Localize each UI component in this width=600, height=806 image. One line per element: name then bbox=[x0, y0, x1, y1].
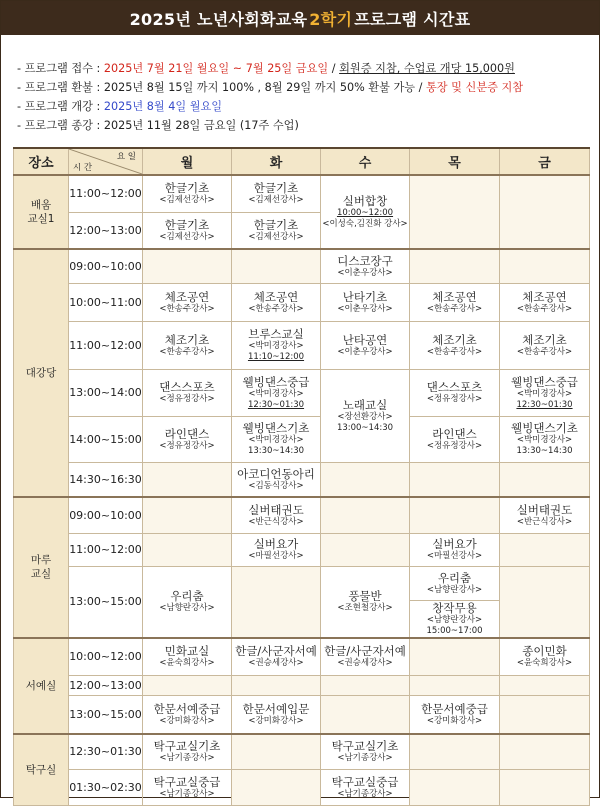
empty-cell bbox=[500, 696, 590, 734]
table-row bbox=[14, 497, 590, 533]
class-title: 우리춤 bbox=[170, 589, 204, 603]
class-title: 아코디언동아리 bbox=[237, 466, 315, 481]
empty-cell bbox=[232, 676, 321, 696]
class-time: 13:30~14:30 bbox=[247, 446, 305, 456]
close-date: 2025년 11월 28일 금요일 (17주 수업) bbox=[103, 119, 299, 132]
class-teacher: <남기종강사> bbox=[159, 789, 215, 799]
class-time: 10:00~12:00 bbox=[336, 208, 394, 218]
empty-cell bbox=[410, 734, 500, 770]
class-teacher: <정유정강사> bbox=[426, 440, 483, 451]
class-teacher: <김제선강사> bbox=[248, 195, 304, 206]
refund-bring: 통장 및 신분증 지참 bbox=[425, 81, 524, 94]
open-date: 2025년 8월 4일 월요일 bbox=[103, 100, 223, 113]
time-cell: 14:30~16:30 bbox=[69, 462, 143, 497]
table-row bbox=[14, 416, 590, 462]
class-cell bbox=[232, 533, 321, 566]
time-cell: 11:00~12:00 bbox=[69, 175, 143, 212]
class-time: 11:10~12:00 bbox=[247, 352, 305, 362]
class-cell bbox=[410, 283, 500, 321]
time-cell: 12:00~13:00 bbox=[69, 212, 143, 249]
class-teacher: <남기종강사> bbox=[159, 753, 215, 764]
class-cell bbox=[410, 601, 499, 637]
empty-cell bbox=[500, 249, 590, 283]
class-cell bbox=[143, 416, 232, 462]
class-cell bbox=[500, 321, 590, 369]
class-teacher: <김제선강사> bbox=[248, 231, 304, 242]
class-title: 한문서예중급 bbox=[153, 701, 221, 716]
class-teacher: <조현철강사> bbox=[337, 603, 393, 613]
empty-cell bbox=[500, 462, 590, 497]
empty-cell bbox=[232, 770, 321, 806]
class-title: 체조공연 bbox=[432, 289, 477, 304]
class-cell bbox=[321, 175, 410, 249]
class-teacher: <장선환강사> bbox=[337, 411, 393, 422]
class-title: 댄스스포츠 bbox=[159, 380, 215, 394]
header-corner bbox=[69, 148, 143, 175]
table-row bbox=[14, 249, 590, 283]
header-day-tue: 화 bbox=[232, 148, 321, 175]
class-cell bbox=[500, 369, 590, 416]
table-row bbox=[14, 175, 590, 212]
class-teacher: <이춘우강사> bbox=[337, 267, 393, 278]
class-cell bbox=[410, 533, 500, 566]
time-cell: 10:00~12:00 bbox=[69, 638, 143, 676]
class-title: 한글기초 bbox=[164, 181, 210, 196]
empty-cell bbox=[500, 175, 590, 249]
class-teacher: <남기종강사> bbox=[337, 753, 393, 764]
time-cell: 09:00~10:00 bbox=[69, 497, 143, 533]
class-cell bbox=[321, 369, 410, 462]
class-teacher: <정유정강사> bbox=[426, 394, 483, 404]
time-cell: 12:30~01:30 bbox=[69, 734, 143, 770]
class-teacher: <한송주강사> bbox=[426, 303, 483, 314]
location-seoye: 서예실 bbox=[14, 638, 69, 734]
class-title: 체조공연 bbox=[253, 289, 299, 304]
class-teacher: <정유정강사> bbox=[159, 440, 215, 451]
class-teacher: <권승세강사> bbox=[248, 658, 304, 669]
class-cell bbox=[143, 175, 232, 212]
header-row bbox=[14, 148, 590, 175]
empty-cell bbox=[232, 566, 321, 638]
time-cell: 09:00~10:00 bbox=[69, 249, 143, 283]
class-cell-split bbox=[410, 566, 500, 638]
corner-time-label: 시 간 bbox=[73, 163, 93, 173]
class-teacher: <강미화강사> bbox=[159, 715, 215, 726]
class-title: 우리춤 bbox=[437, 570, 472, 585]
class-cell bbox=[500, 638, 590, 676]
class-title: 한글/사군자서예 bbox=[235, 644, 317, 659]
reg-separator: / bbox=[331, 62, 336, 75]
class-cell bbox=[232, 321, 321, 369]
empty-cell bbox=[410, 249, 500, 283]
class-cell bbox=[321, 321, 410, 369]
class-cell bbox=[500, 416, 590, 462]
refund-label: - 프로그램 환불 : bbox=[17, 81, 101, 94]
class-title: 탁구교실중급 bbox=[331, 775, 399, 789]
location-baeum: 배움 교실1 bbox=[14, 175, 69, 249]
class-title: 체조기초 bbox=[432, 332, 477, 347]
class-cell bbox=[232, 696, 321, 734]
class-title: 한글기초 bbox=[253, 181, 299, 196]
header-day-mon: 월 bbox=[143, 148, 232, 175]
class-title: 노래교실 bbox=[342, 397, 388, 412]
empty-cell bbox=[232, 249, 321, 283]
class-teacher: <한송주강사> bbox=[516, 303, 573, 314]
empty-cell bbox=[410, 175, 500, 249]
class-title: 체조공연 bbox=[522, 289, 567, 304]
class-cell bbox=[410, 696, 500, 734]
class-cell bbox=[232, 212, 321, 249]
class-title: 민화교실 bbox=[164, 644, 210, 659]
class-teacher: <반근식강사> bbox=[516, 516, 573, 527]
location-maru: 마루 교실 bbox=[14, 497, 69, 638]
class-teacher: <윤숙희강사> bbox=[516, 658, 573, 669]
class-title: 실버합창 bbox=[342, 194, 388, 208]
class-teacher: <박미경강사> bbox=[516, 435, 573, 445]
class-cell bbox=[232, 462, 321, 497]
notice-block bbox=[17, 59, 587, 135]
title-prefix: 2025년 노년사회화교육 bbox=[129, 9, 308, 29]
class-cell bbox=[232, 638, 321, 676]
class-title: 난타기초 bbox=[342, 289, 388, 304]
empty-cell bbox=[410, 638, 500, 676]
class-title: 웰빙댄스기초 bbox=[242, 421, 310, 435]
class-title: 창작무용 bbox=[432, 600, 477, 615]
time-cell: 13:00~15:00 bbox=[69, 566, 143, 638]
time-cell: 10:00~11:00 bbox=[69, 283, 143, 321]
class-title: 체조기초 bbox=[164, 332, 210, 347]
table-row bbox=[14, 283, 590, 321]
empty-cell bbox=[143, 533, 232, 566]
time-cell: 14:00~15:00 bbox=[69, 416, 143, 462]
empty-cell bbox=[321, 676, 410, 696]
time-cell: 11:00~12:00 bbox=[69, 533, 143, 566]
page-title bbox=[1, 1, 599, 35]
class-teacher: <마필선강사> bbox=[248, 551, 304, 561]
class-cell bbox=[410, 416, 500, 462]
class-cell bbox=[143, 321, 232, 369]
class-title: 라인댄스 bbox=[164, 426, 210, 441]
table-row bbox=[14, 533, 590, 566]
class-teacher: <한송주강사> bbox=[516, 346, 573, 357]
empty-cell bbox=[500, 533, 590, 566]
header-day-wed: 수 bbox=[321, 148, 410, 175]
class-cell bbox=[143, 696, 232, 734]
schedule-table bbox=[13, 147, 590, 806]
location-hall: 대강당 bbox=[14, 249, 69, 497]
class-cell bbox=[410, 321, 500, 369]
class-cell bbox=[143, 566, 232, 638]
table-row bbox=[14, 734, 590, 770]
reg-bring: 회원증 지참, 수업료 개당 15,000원 bbox=[339, 62, 515, 75]
class-title: 라인댄스 bbox=[432, 426, 477, 441]
empty-cell bbox=[410, 676, 500, 696]
title-term: 2학기 bbox=[309, 9, 353, 29]
class-cell bbox=[321, 249, 410, 283]
class-teacher: <남기종강사> bbox=[337, 789, 393, 799]
class-cell bbox=[232, 369, 321, 416]
class-cell bbox=[500, 283, 590, 321]
notice-refund bbox=[17, 78, 587, 97]
time-cell: 13:00~15:00 bbox=[69, 696, 143, 734]
class-title: 난타공연 bbox=[342, 332, 388, 347]
class-cell bbox=[143, 638, 232, 676]
class-title: 체조기초 bbox=[522, 332, 567, 347]
reg-label: - 프로그램 접수 : bbox=[17, 62, 101, 75]
class-cell bbox=[500, 497, 590, 533]
empty-cell bbox=[143, 249, 232, 283]
empty-cell bbox=[143, 676, 232, 696]
class-cell bbox=[321, 770, 410, 806]
time-cell: 12:00~13:00 bbox=[69, 676, 143, 696]
class-time: 15:00~17:00 bbox=[426, 625, 483, 636]
empty-cell bbox=[321, 462, 410, 497]
class-cell bbox=[321, 638, 410, 676]
class-title: 브루스교실 bbox=[248, 327, 304, 341]
table-row bbox=[14, 566, 590, 638]
class-cell bbox=[232, 416, 321, 462]
class-cell bbox=[232, 175, 321, 212]
class-time: 13:30~14:30 bbox=[516, 446, 573, 456]
header-day-fri: 금 bbox=[500, 148, 590, 175]
class-title: 실버요가 bbox=[432, 537, 477, 551]
class-teacher: <권승세강사> bbox=[337, 658, 393, 669]
class-title: 한문서예입문 bbox=[242, 701, 310, 716]
class-teacher: <이춘우강사> bbox=[337, 303, 393, 314]
empty-cell bbox=[321, 696, 410, 734]
class-title: 웰빙댄스중급 bbox=[511, 374, 578, 389]
notice-registration bbox=[17, 59, 587, 78]
class-teacher: <남향란강사> bbox=[426, 584, 483, 595]
class-cell bbox=[321, 283, 410, 321]
table-row bbox=[14, 462, 590, 497]
class-time: 12:30~01:30 bbox=[516, 399, 573, 410]
class-title: 댄스스포츠 bbox=[426, 380, 483, 394]
class-teacher: <김제선강사> bbox=[159, 231, 215, 242]
class-cell bbox=[143, 770, 232, 806]
class-title: 실버태권도 bbox=[248, 502, 304, 517]
open-label: - 프로그램 개강 : bbox=[17, 100, 101, 113]
class-teacher: <마필선강사> bbox=[426, 551, 483, 561]
class-cell bbox=[143, 283, 232, 321]
class-title: 탁구교실기초 bbox=[331, 739, 399, 754]
class-time: 13:00~14:30 bbox=[336, 422, 394, 433]
close-label: - 프로그램 종강 : bbox=[17, 119, 101, 132]
class-teacher: <강미화강사> bbox=[426, 715, 483, 726]
empty-cell bbox=[500, 676, 590, 696]
class-teacher: <한송주강사> bbox=[159, 346, 215, 357]
class-cell bbox=[143, 212, 232, 249]
class-cell bbox=[143, 734, 232, 770]
class-teacher: <박미경강사> bbox=[248, 388, 304, 399]
class-title: 종이민화 bbox=[522, 644, 567, 659]
location-takgu: 탁구실 bbox=[14, 734, 69, 806]
notice-open bbox=[17, 97, 587, 116]
empty-cell bbox=[410, 497, 500, 533]
class-teacher: <박미경강사> bbox=[248, 341, 304, 351]
class-title: 체조공연 bbox=[164, 289, 210, 304]
class-cell bbox=[232, 283, 321, 321]
header-day-thu: 목 bbox=[410, 148, 500, 175]
title-suffix: 프로그램 시간표 bbox=[354, 9, 471, 29]
class-teacher: <이춘우강사> bbox=[337, 346, 393, 357]
time-cell: 11:00~12:00 bbox=[69, 321, 143, 369]
class-time: 12:30~01:30 bbox=[247, 399, 305, 410]
class-cell bbox=[410, 369, 500, 416]
class-cell bbox=[410, 567, 499, 601]
time-cell: 13:00~14:00 bbox=[69, 369, 143, 416]
empty-cell bbox=[143, 497, 232, 533]
table-row bbox=[14, 638, 590, 676]
class-teacher: <박미경강사> bbox=[248, 435, 304, 445]
class-teacher: <강미화강사> bbox=[248, 715, 304, 726]
empty-cell bbox=[500, 566, 590, 638]
header-location: 장소 bbox=[14, 148, 69, 175]
class-title: 웰빙댄스기초 bbox=[511, 421, 578, 435]
empty-cell bbox=[410, 462, 500, 497]
empty-cell bbox=[321, 497, 410, 533]
empty-cell bbox=[232, 734, 321, 770]
class-cell bbox=[321, 566, 410, 638]
notice-close bbox=[17, 116, 587, 135]
class-title: 탁구교실기초 bbox=[153, 739, 221, 754]
class-title: 웰빙댄스중급 bbox=[242, 374, 310, 389]
class-cell bbox=[232, 497, 321, 533]
class-teacher: <한송주강사> bbox=[426, 346, 483, 357]
class-teacher: <이성숙,김진화 강사> bbox=[322, 219, 408, 229]
class-title: 디스코장구 bbox=[337, 253, 393, 268]
empty-cell bbox=[321, 533, 410, 566]
class-cell bbox=[143, 369, 232, 416]
time-cell: 01:30~02:30 bbox=[69, 770, 143, 806]
class-title: 한문서예중급 bbox=[421, 701, 488, 716]
class-teacher: <남향란강사> bbox=[426, 614, 483, 625]
class-cell bbox=[321, 734, 410, 770]
class-teacher: <남향란강사> bbox=[159, 603, 215, 613]
class-title: 탁구교실중급 bbox=[153, 775, 221, 789]
class-title: 한글/사군자서예 bbox=[324, 644, 406, 659]
class-teacher: <박미경강사> bbox=[516, 388, 573, 399]
empty-cell bbox=[500, 770, 590, 806]
empty-cell bbox=[410, 770, 500, 806]
refund-text: 2025년 8월 15일 까지 100% , 8월 29일 까지 50% 환불 가능 / bbox=[103, 81, 423, 94]
empty-cell bbox=[500, 734, 590, 770]
class-title: 풍물반 bbox=[348, 589, 382, 603]
table-row bbox=[14, 676, 590, 696]
class-teacher: <김제선강사> bbox=[159, 195, 215, 206]
class-title: 한글기초 bbox=[164, 217, 210, 232]
table-row bbox=[14, 369, 590, 416]
class-teacher: <정유정강사> bbox=[159, 394, 215, 404]
class-teacher: <김동식강사> bbox=[248, 480, 304, 491]
class-teacher: <한송주강사> bbox=[159, 303, 215, 314]
table-row bbox=[14, 321, 590, 369]
class-teacher: <한송주강사> bbox=[248, 303, 304, 314]
class-teacher: <반근식강사> bbox=[248, 516, 304, 527]
reg-period: 2025년 7월 21일 월요일 ~ 7월 25일 금요일 bbox=[103, 62, 329, 75]
class-title: 한글기초 bbox=[253, 217, 299, 232]
corner-day-label: 요 일 bbox=[116, 152, 136, 162]
class-teacher: <윤숙희강사> bbox=[159, 658, 215, 669]
empty-cell bbox=[143, 462, 232, 497]
table-row bbox=[14, 770, 590, 806]
class-title: 실버태권도 bbox=[516, 502, 573, 517]
table-row bbox=[14, 696, 590, 734]
class-title: 실버요가 bbox=[253, 537, 299, 551]
